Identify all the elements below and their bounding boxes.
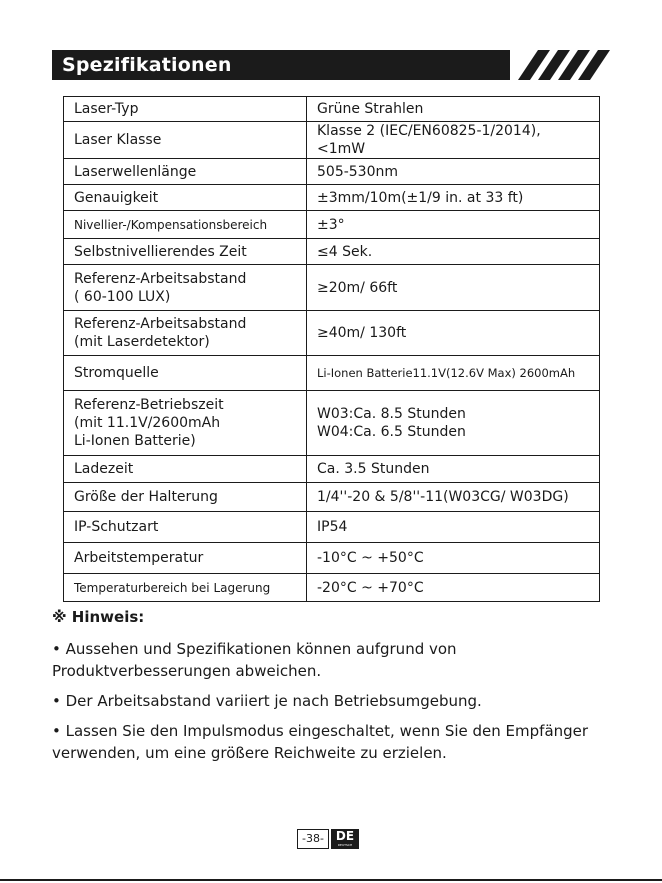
table-row xyxy=(64,265,600,311)
note-item: • Der Arbeitsabstand variiert je nach Betriebsumgebung. xyxy=(52,692,482,710)
note-item: • Aussehen und Spezifikationen können aufgrund von Produktverbesserungen abweichen. xyxy=(52,640,457,680)
table-row xyxy=(64,512,600,543)
spec-value: 505-530nm xyxy=(307,159,600,185)
spec-value: Ca. 3.5 Stunden xyxy=(307,456,600,483)
spec-value: 1/4''-20 & 5/8''-11(W03CG/ W03DG) xyxy=(307,483,600,512)
table-row xyxy=(64,185,600,211)
language-code: DE xyxy=(335,829,355,843)
spec-label: Temperaturbereich bei Lagerung xyxy=(64,574,307,602)
spec-label: IP-Schutzart xyxy=(64,512,307,543)
table-row xyxy=(64,159,600,185)
note-item: • Lassen Sie den Impulsmodus eingeschaltet, wenn Sie den Empfänger verwenden, um eine größere Reichweite zu erzielen. xyxy=(52,722,589,762)
spec-label: Ladezeit xyxy=(64,456,307,483)
spec-value: -10°C ~ +50°C xyxy=(307,543,600,574)
spec-label: Genauigkeit xyxy=(64,185,307,211)
spec-label: Größe der Halterung xyxy=(64,483,307,512)
table-row xyxy=(64,311,600,356)
spec-value: ±3mm/10m(±1/9 in. at 33 ft) xyxy=(307,185,600,211)
table-row xyxy=(64,97,600,122)
language-name: DEUTSCH xyxy=(337,843,353,847)
page-number: -38- xyxy=(297,829,329,849)
section-header xyxy=(52,50,612,80)
bottom-divider xyxy=(0,879,662,881)
spec-value: ≥20m/ 66ft xyxy=(307,265,600,311)
table-row xyxy=(64,543,600,574)
table-row xyxy=(64,574,600,602)
note-title: ※ Hinweis: xyxy=(52,608,145,626)
table-row xyxy=(64,483,600,512)
spec-value: ±3° xyxy=(307,211,600,239)
spec-value: Klasse 2 (IEC/EN60825-1/2014), <1mW xyxy=(307,122,600,159)
spec-label: Arbeitstemperatur xyxy=(64,543,307,574)
table-row xyxy=(64,356,600,391)
spec-value: W03:Ca. 8.5 Stunden W04:Ca. 6.5 Stunden xyxy=(307,391,600,456)
spec-label: Nivellier-/Kompensationsbereich xyxy=(64,211,307,239)
spec-label: Laserwellenlänge xyxy=(64,159,307,185)
table-row xyxy=(64,211,600,239)
table-row xyxy=(64,122,600,159)
spec-value: Grüne Strahlen xyxy=(307,97,600,122)
spec-label: Stromquelle xyxy=(64,356,307,391)
spec-label: Laser Klasse xyxy=(64,122,307,159)
spec-value: -20°C ~ +70°C xyxy=(307,574,600,602)
spec-value: Li-Ionen Batterie11.1V(12.6V Max) 2600mAh xyxy=(307,356,600,391)
spec-label: Selbstnivellierendes Zeit xyxy=(64,239,307,265)
spec-value: ≤4 Sek. xyxy=(307,239,600,265)
spec-label: Laser-Typ xyxy=(64,97,307,122)
page-title: Spezifikationen xyxy=(62,54,232,76)
spec-label: Referenz-Betriebszeit (mit 11.1V/2600mAh Li-Ionen Batterie) xyxy=(64,391,307,456)
spec-value: IP54 xyxy=(307,512,600,543)
spec-label: Referenz-Arbeitsabstand ( 60-100 LUX) xyxy=(64,265,307,311)
spec-table xyxy=(63,96,600,602)
table-row xyxy=(64,456,600,483)
language-badge xyxy=(331,829,359,849)
note-section xyxy=(52,606,612,772)
spec-label: Referenz-Arbeitsabstand (mit Laserdetektor) xyxy=(64,311,307,356)
table-row xyxy=(64,391,600,456)
table-row xyxy=(64,239,600,265)
spec-value: ≥40m/ 130ft xyxy=(307,311,600,356)
